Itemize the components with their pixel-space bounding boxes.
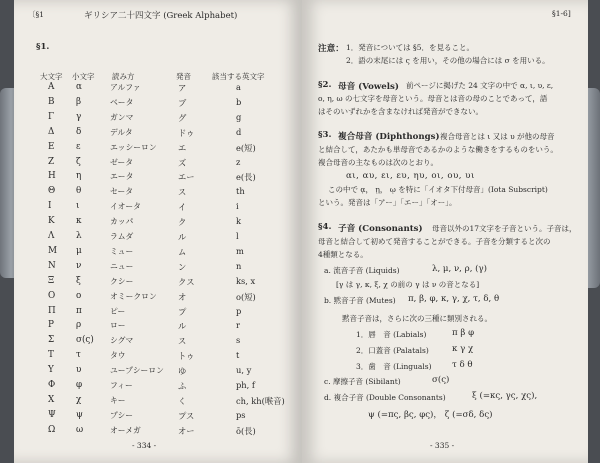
alphabet-cell-upper: A (48, 82, 55, 92)
section-2-label: §2. (318, 80, 332, 90)
alphabet-cell-pron: く (178, 395, 187, 406)
alphabet-cell-pron: エー (178, 172, 195, 183)
alphabet-cell-pron: ル (178, 232, 187, 242)
alphabet-cell-equiv: l (236, 231, 239, 241)
alphabet-cell-pron: エ (178, 142, 187, 153)
palatals-label: 2．口蓋音 (Palatals) (356, 346, 429, 355)
alphabet-cell-lower: γ (76, 111, 82, 122)
alphabet-cell-reading: イオータ (110, 202, 141, 212)
note-2: 2．語の末尾には ς を用い，その他の場合には σ を用いる。 (346, 56, 550, 65)
alphabet-cell-reading: フィー (110, 381, 133, 390)
alphabet-cell-upper: Ω (48, 424, 56, 435)
mutes-letters: π, β, φ, κ, γ, χ, τ, δ, θ (408, 294, 500, 304)
alphabet-cell-reading: セータ (110, 187, 134, 197)
alphabet-cell-equiv: t (236, 350, 240, 361)
alphabet-cell-equiv: b (236, 96, 242, 107)
alphabet-cell-lower: ι (76, 201, 80, 212)
alphabet-cell-reading: アルファ (110, 83, 141, 92)
alphabet-cell-reading: ユープシーロン (110, 366, 164, 376)
alphabet-cell-reading: キー (110, 395, 126, 405)
note-1: 1．発音については §5．を見ること。 (346, 43, 475, 52)
alphabet-cell-pron: ア (178, 83, 187, 93)
alphabet-cell-upper: P (48, 320, 54, 331)
alphabet-cell-pron: グ (178, 112, 187, 123)
alphabet-cell-equiv: th (236, 186, 245, 197)
section-2-title: 母音 (Vowels) (338, 82, 399, 92)
alphabet-cell-lower: π (76, 305, 82, 316)
alphabet-cell-pron: ドゥ (178, 127, 195, 138)
alphabet-cell-lower: ψ (76, 409, 83, 420)
alphabet-cell-pron: トゥ (178, 351, 195, 362)
alphabet-cell-reading: オミークロン (110, 291, 157, 301)
alphabet-cell-upper: X (48, 394, 55, 405)
alphabet-cell-equiv: u, y (236, 365, 252, 376)
alphabet-cell-lower: κ (76, 216, 82, 227)
alphabet-cell-reading: エッシーロン (110, 142, 157, 152)
alphabet-cell-lower: β (76, 96, 82, 107)
liquids-note: [γ は γ, κ, ξ, χ の前の γ は ν の音となる] (336, 280, 480, 289)
labials-letters: π β φ (452, 328, 475, 338)
left-page (14, 0, 302, 463)
alphabet-cell-upper: I (48, 201, 52, 212)
sibilant-label: c. 摩擦子音 (Sibilant) (324, 377, 401, 386)
alphabet-cell-upper: Λ (48, 231, 55, 241)
section-4-title: 子音 (Consonants) (338, 224, 423, 234)
col-header-upper: 大文字 (40, 72, 63, 81)
alphabet-cell-pron: オー (178, 425, 195, 436)
alphabet-cell-lower: θ (76, 186, 82, 197)
alphabet-cell-lower: ν (76, 260, 82, 271)
alphabet-cell-upper: Ξ (48, 275, 55, 286)
col-header-lower: 小文字 (72, 72, 95, 81)
alphabet-cell-reading: クシー (110, 276, 134, 286)
alphabet-cell-pron: ゆ (178, 366, 187, 377)
alphabet-cell-equiv: a (236, 82, 241, 92)
double-consonants-label: d. 複合子音 (Double Consonants) (324, 393, 446, 402)
alphabet-cell-equiv: k (236, 216, 242, 227)
double-consonants-letters: ξ (=κς, γς, χς), (472, 391, 538, 401)
section-3-line-4: この中で ᾳ， ῃ， ῳ を特に「イオタ下付母音」(Iota Subscript) (328, 185, 548, 194)
alphabet-cell-reading: ゼータ (110, 157, 134, 167)
alphabet-cell-equiv: p (236, 305, 242, 316)
alphabet-cell-equiv: ph, f (236, 380, 256, 390)
alphabet-cell-upper: Υ (48, 365, 54, 376)
col-header-english: 該当する英文字 (212, 72, 265, 81)
alphabet-cell-lower: φ (76, 380, 83, 390)
labials-label: 1．唇 音 (Labials) (356, 330, 427, 339)
alphabet-cell-reading: シグマ (110, 336, 134, 346)
liquids-label: a. 流音子音 (Liquids) (324, 266, 400, 275)
alphabet-cell-reading: カッパ (110, 217, 134, 227)
alphabet-cell-lower: τ (76, 350, 81, 361)
alphabet-cell-equiv: ks, x (236, 275, 256, 286)
alphabet-cell-lower: υ (76, 365, 82, 376)
alphabet-cell-pron: ク (178, 217, 187, 228)
alphabet-cell-pron: ズ (178, 157, 187, 168)
section-3-line-5: という。発音は「アー」「エー」「オー」。 (318, 198, 457, 207)
section-3-line-2: と結合して，あたかも単母音であるかのような働きをするものをいう。 (318, 145, 558, 154)
alphabet-cell-reading: ガンマ (110, 112, 134, 122)
section-2-line-3: はそのいずれかを含まなければ発音ができない。 (318, 107, 483, 116)
section-4-line-3: 4種類となる。 (318, 250, 368, 259)
alphabet-cell-upper: M (48, 245, 58, 256)
alphabet-cell-pron: ス (178, 187, 187, 198)
section-2-line-1: 前ページに掲げた 24 文字の中で α, ι, υ, ε, (406, 81, 554, 90)
linguals-letters: τ δ θ (452, 360, 473, 370)
liquids-letters: λ, μ, ν, ρ, (γ) (432, 264, 488, 274)
alphabet-cell-equiv: g (236, 111, 242, 122)
alphabet-cell-reading: ミュー (110, 246, 134, 256)
alphabet-cell-equiv: z (236, 156, 241, 167)
left-header-title: ギリシア二十四文字 (Greek Alphabet) (84, 11, 238, 21)
alphabet-cell-lower: δ (76, 126, 82, 137)
alphabet-cell-upper: B (48, 96, 55, 107)
alphabet-cell-equiv: o(短) (236, 291, 256, 302)
alphabet-cell-equiv: s (236, 335, 241, 346)
double-consonants-line-2: ψ (=πς, βς, φς)， ζ (=σδ, δς) (368, 410, 493, 420)
alphabet-cell-pron: ブ (178, 97, 187, 108)
alphabet-cell-equiv: r (236, 320, 240, 331)
alphabet-cell-reading: オーメガ (110, 425, 141, 435)
alphabet-cell-lower: σ(ς) (76, 335, 94, 346)
alphabet-cell-upper: O (48, 290, 56, 301)
diphthong-list: αι, αυ, ει, ευ, ηυ, οι, ου, υι (346, 171, 475, 181)
alphabet-cell-pron: プス (178, 410, 195, 421)
alphabet-cell-lower: o (76, 290, 82, 301)
alphabet-cell-upper: Π (48, 305, 56, 316)
alphabet-cell-upper: K (48, 216, 55, 227)
alphabet-cell-lower: η (76, 171, 82, 182)
section-2-line-2: o, η, ω の七文字を母音という。母音とは音の母のことであって，語 (318, 94, 548, 103)
alphabet-cell-equiv: m (236, 245, 244, 256)
alphabet-cell-upper: H (48, 171, 56, 182)
alphabet-cell-upper: T (48, 350, 54, 361)
alphabet-cell-lower: μ (76, 245, 82, 256)
sibilant-letters: σ(ς) (432, 375, 450, 385)
alphabet-cell-equiv: d (236, 126, 242, 137)
section-3-line-3: 複合母音の主なものは次のとおり。 (318, 158, 438, 167)
alphabet-cell-reading: ラムダ (110, 232, 134, 241)
right-page-number: - 335 - (430, 441, 455, 450)
alphabet-cell-pron: ふ (178, 381, 187, 391)
alphabet-cell-lower: ω (76, 424, 84, 435)
alphabet-cell-upper: Φ (48, 380, 56, 390)
alphabet-cell-upper: N (48, 260, 56, 271)
alphabet-cell-reading: ニュー (110, 261, 134, 271)
right-page (302, 0, 588, 463)
alphabet-cell-reading: デルタ (110, 127, 133, 137)
section-4-label: §4. (318, 222, 332, 232)
alphabet-cell-lower: χ (76, 394, 82, 405)
alphabet-cell-pron: ル (178, 321, 187, 332)
alphabet-cell-upper: Γ (48, 111, 55, 122)
right-header-marker: §1-6] (552, 9, 571, 18)
mutes-label: b. 黙音子音 (Mutes) (324, 296, 396, 305)
alphabet-cell-reading: ピー (110, 306, 126, 316)
section-1-label: §1. (36, 42, 50, 52)
alphabet-cell-equiv: ps (236, 409, 246, 420)
left-page-number: - 334 - (132, 441, 157, 450)
section-4-line-1: 母音以外の17文字を子音という。子音は， (432, 224, 577, 233)
alphabet-cell-reading: ベータ (110, 97, 134, 107)
alphabet-cell-pron: ス (178, 336, 187, 347)
section-3-label: §3. (318, 130, 332, 140)
alphabet-cell-pron: プ (178, 306, 187, 317)
section-3-title: 複合母音 (Diphthongs) (338, 132, 440, 142)
linguals-label: 3．歯 音 (Linguals) (356, 362, 432, 371)
alphabet-cell-pron: オ (178, 291, 187, 302)
alphabet-cell-reading: エータ (110, 172, 134, 182)
alphabet-cell-upper: Δ (48, 126, 55, 137)
alphabet-cell-lower: ξ (76, 275, 81, 286)
mutes-subtext: 黙音子音は，さらに次の三種に類別される。 (342, 314, 492, 323)
left-header-marker: 〔§1 (28, 10, 45, 19)
alphabet-cell-equiv: n (236, 260, 242, 271)
alphabet-cell-pron: ム (178, 246, 187, 257)
alphabet-cell-lower: ρ (76, 320, 82, 331)
alphabet-cell-lower: α (76, 82, 82, 92)
alphabet-cell-equiv: e(長) (236, 172, 256, 183)
alphabet-cell-equiv: ch, kh(喉音) (236, 395, 285, 406)
section-3-line-1: 複合母音とは ι 又は υ が他の母音 (440, 132, 555, 141)
palatals-letters: κ γ χ (452, 344, 474, 354)
alphabet-cell-reading: プシー (110, 410, 134, 420)
alphabet-cell-equiv: i (236, 201, 239, 212)
note-label: 注意： (318, 44, 344, 54)
alphabet-cell-equiv: e(短) (236, 142, 256, 153)
alphabet-cell-reading: ロー (110, 321, 126, 331)
alphabet-cell-lower: ζ (76, 156, 81, 167)
alphabet-cell-equiv: ō(長) (236, 425, 256, 436)
alphabet-cell-pron: クス (178, 276, 195, 287)
alphabet-cell-upper: Θ (48, 186, 56, 197)
col-header-pronunciation: 発音 (176, 72, 191, 81)
section-4-line-2: 母音と結合して初めて発音することができる。子音を分類すると次の (318, 237, 551, 246)
alphabet-cell-reading: タウ (110, 351, 126, 361)
alphabet-cell-upper: Ψ (48, 409, 56, 420)
alphabet-cell-upper: E (48, 141, 55, 152)
alphabet-cell-pron: ン (178, 261, 187, 272)
col-header-reading: 読み方 (112, 72, 135, 81)
alphabet-cell-pron: イ (178, 202, 187, 213)
alphabet-cell-lower: ε (76, 141, 81, 152)
alphabet-cell-upper: Σ (48, 335, 55, 346)
alphabet-cell-lower: λ (76, 231, 82, 241)
alphabet-cell-upper: Z (48, 156, 55, 167)
